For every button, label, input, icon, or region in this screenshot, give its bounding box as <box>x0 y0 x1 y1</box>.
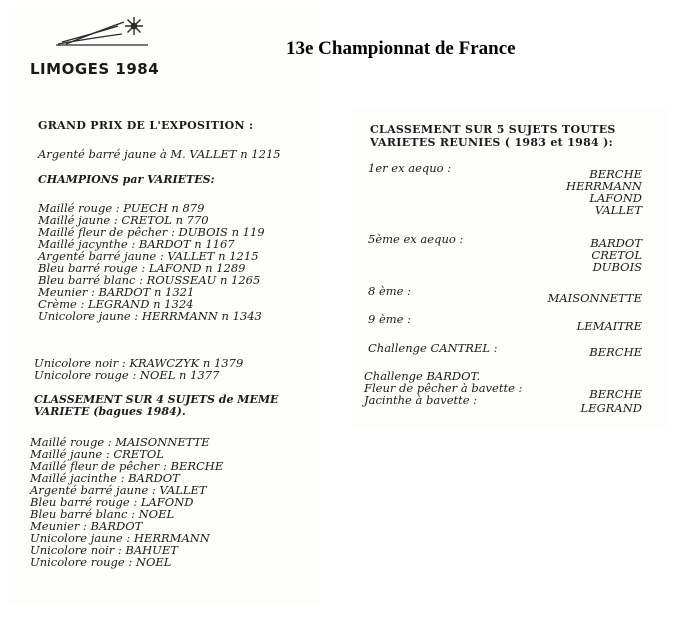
list-item: Maillé jaune : CRETOL <box>30 447 164 461</box>
list-item: Argenté barré jaune : VALLET n 1215 <box>38 249 259 263</box>
location-year: LIMOGES 1984 <box>30 60 160 78</box>
list-item: Unicolore rouge : NOEL <box>30 555 172 569</box>
list-item: Unicolore jaune : HERRMANN n 1343 <box>38 309 262 323</box>
champions-heading: CHAMPIONS par VARIETES: <box>38 173 215 186</box>
list-item: Meunier : BARDOT <box>30 519 143 533</box>
four-subjects-heading-2: VARIETE (bagues 1984). <box>34 405 186 418</box>
list-item: Unicolore jaune : HERRMANN <box>30 531 210 545</box>
list-item: BERCHE <box>589 167 642 181</box>
four-subjects-list <box>30 436 223 568</box>
list-item: Meunier : BARDOT n 1321 <box>38 285 195 299</box>
list-item: Unicolore noir : KRAWCZYK n 1379 <box>34 356 244 370</box>
champions-list-continued <box>34 357 243 381</box>
champions-list <box>38 202 265 322</box>
eighth-place-label: 8 ème : <box>368 284 412 298</box>
list-item: BARDOT <box>590 236 642 250</box>
fifth-place-names <box>590 237 642 273</box>
fifth-place-label: 5ème ex aequo : <box>368 232 464 246</box>
list-item: DUBOIS <box>592 260 642 274</box>
page-title: 13e Championnat de France <box>286 38 516 59</box>
list-item: Maillé jacinthe : BARDOT <box>30 471 180 485</box>
club-logo <box>52 14 162 50</box>
list-item: Crème : LEGRAND n 1324 <box>38 297 194 311</box>
challenge-bardot-item-1: Fleur de pêcher à bavette : <box>364 381 523 395</box>
list-item: LAFOND <box>589 191 642 205</box>
list-item: Unicolore noir : BAHUET <box>30 543 178 557</box>
list-item: Maillé jacynthe : BARDOT n 1167 <box>38 237 235 251</box>
five-subjects-heading-2: VARIETES REUNIES ( 1983 et 1984 ): <box>370 136 614 149</box>
list-item: Maillé fleur de pêcher : DUBOIS n 119 <box>38 225 265 239</box>
first-place-names <box>566 168 642 216</box>
list-item: Argenté barré jaune : VALLET <box>30 483 207 497</box>
list-item: Bleu barré blanc : ROUSSEAU n 1265 <box>38 273 261 287</box>
list-item: VALLET <box>594 203 642 217</box>
grand-prix-winner: Argenté barré jaune à M. VALLET n 1215 <box>38 147 281 161</box>
ninth-place-name: LEMAITRE <box>576 319 642 333</box>
challenge-bardot-item-2-name: LEGRAND <box>580 401 642 415</box>
eighth-place-name: MAISONNETTE <box>547 291 642 305</box>
list-item: Unicolore rouge : NOEL n 1377 <box>34 368 220 382</box>
list-item: Maillé rouge : MAISONNETTE <box>30 435 210 449</box>
grand-prix-heading: GRAND PRIX DE L'EXPOSITION : <box>38 119 254 132</box>
list-item: CRETOL <box>591 248 642 262</box>
list-item: Maillé jaune : CRETOL n 770 <box>38 213 209 227</box>
list-item: Bleu barré rouge : LAFOND n 1289 <box>38 261 246 275</box>
ninth-place-label: 9 ème : <box>368 312 412 326</box>
list-item: Bleu barré rouge : LAFOND <box>30 495 194 509</box>
list-item: Maillé rouge : PUECH n 879 <box>38 201 205 215</box>
four-subjects-heading-1: CLASSEMENT SUR 4 SUJETS de MEME <box>34 393 279 406</box>
challenge-bardot-label: Challenge BARDOT. <box>364 369 481 383</box>
list-item: Maillé fleur de pêcher : BERCHE <box>30 459 224 473</box>
list-item: HERRMANN <box>566 179 642 193</box>
challenge-bardot-item-2: Jacinthe à bavette : <box>364 393 478 407</box>
list-item: Bleu barré blanc : NOEL <box>30 507 175 521</box>
first-place-label: 1er ex aequo : <box>368 161 452 175</box>
challenge-cantrel-name: BERCHE <box>589 345 642 359</box>
challenge-bardot-item-1-name: BERCHE <box>589 387 642 401</box>
five-subjects-heading-1: CLASSEMENT SUR 5 SUJETS TOUTES <box>370 123 616 136</box>
challenge-cantrel-label: Challenge CANTREL : <box>368 341 498 355</box>
